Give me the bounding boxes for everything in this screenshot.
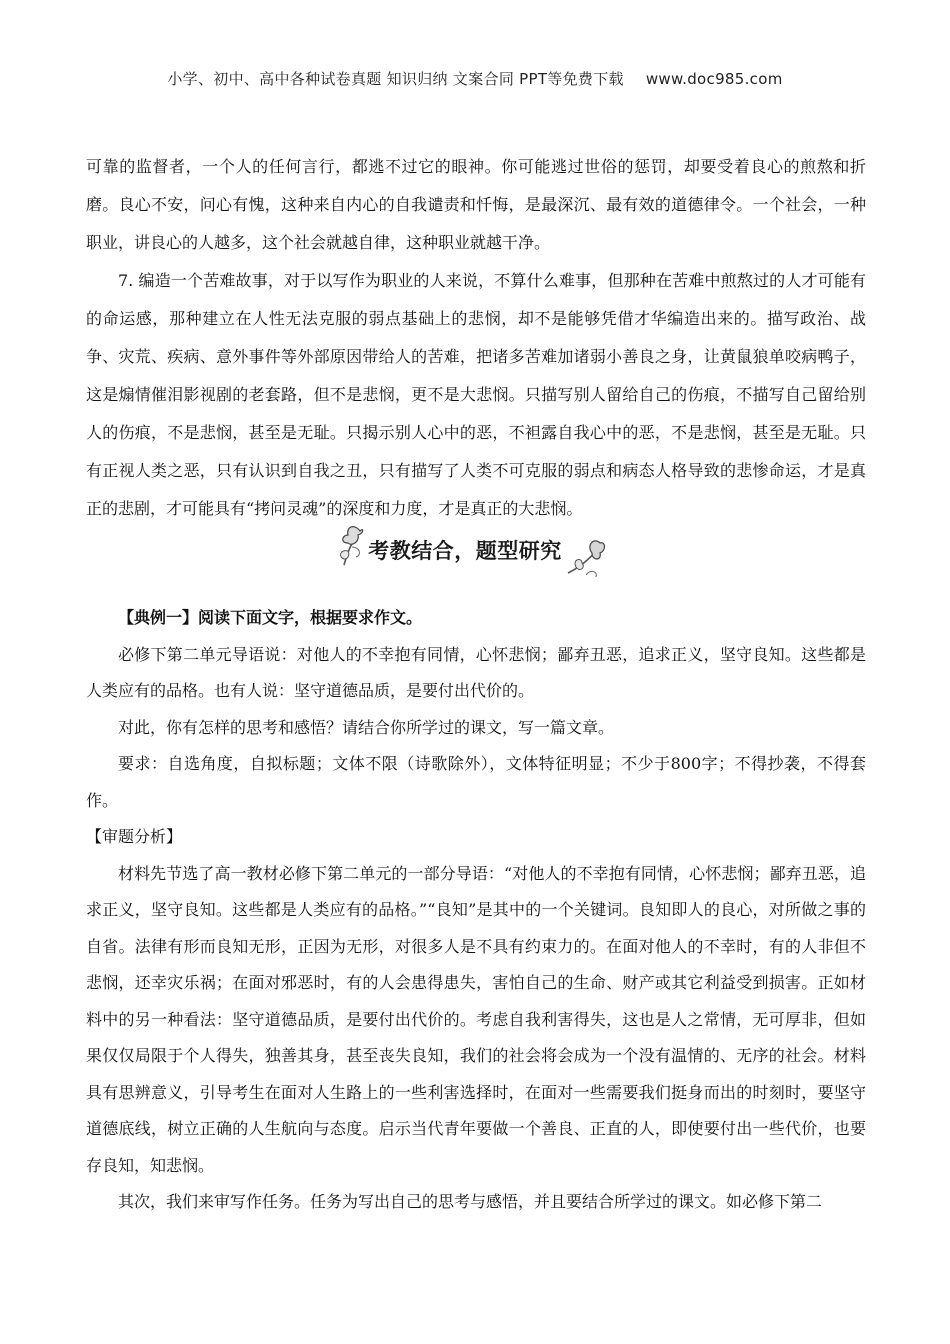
page-header [0,68,950,89]
example-prompt-2: 对此，你有怎样的思考和感悟？请结合你所学过的课文，写一篇文章。 [118,717,615,737]
paragraph-1: 可靠的监督者，一个人的任何言行，都逃不过它的眼神。你可能逃过世俗的惩罚，却要受着良心的煎熬和折磨。良心不安，问心有愧，这种来自内心的自我谴责和忏悔，是最深沉、最有效的道德律令。一个社会，一种职业，讲良心的人越多，这个社会就越自律，这种职业就越干净。 [86,157,866,252]
right-flower-icon [562,533,606,583]
example-heading: 【典例一】阅读下面文字，根据要求作文。 [118,608,423,627]
analysis-heading: 【审题分析】 [86,827,183,846]
example-section [86,600,866,1221]
example-requirements: 要求：自选角度，自拟标题；文体不限（诗歌除外），文体特征明显；不少于800字；不得抄袭，不得套作。 [86,754,866,810]
header-text: 小学、初中、高中各种试卷真题 知识归纳 文案合同 PPT等免费下载 [167,70,624,88]
banner-title: 考教结合，题型研究 [368,539,562,563]
essay-excerpt [86,148,866,528]
section-banner [330,519,620,585]
analysis-paragraph-2: 其次，我们来审写作任务。任务为写出自己的思考与感悟，并且要结合所学过的课文。如必修下第二 [118,1192,823,1211]
paragraph-7: 7. 编造一个苦难故事，对于以写作为职业的人来说，不算什么难事，但那种在苦难中煎熬过的人才可能有的命运感，那种建立在人性无法克服的弱点基础上的悲悯，却不是能够凭借才华编造出来的。描写政治、战争、灾荒、疾病、意外事件等外部原因带给人的苦难，把诸多苦难加诸弱小善良之身，让黄鼠狼单咬病鸭子，这是煽情催泪影视剧的老套路，但不是悲悯，更不是大悲悯。只描写别人留给自己的伤痕，不描写自己留给别人的伤痕，不是悲悯，甚至是无耻。只揭示别人心中的恶，不袒露自我心中的恶，不是悲悯，甚至是无耻。只有正视人类之恶，只有认识到自我之丑，只有描写了人类不可克服的弱点和病态人格导致的悲惨命运，才是真正的悲剧，才可能具有“拷问灵魂”的深度和力度，才是真正的大悲悯。 [86,271,866,518]
example-prompt-1: 必修下第二单元导语说：对他人的不幸抱有同情，心怀悲悯；鄙弃丑恶，追求正义，坚守良知。这些都是人类应有的品格。也有人说：坚守道德品质，是要付出代价的。 [86,644,866,700]
header-url[interactable]: www.doc985.com [645,70,783,88]
analysis-paragraph-1: 材料先节选了高一教材必修下第二单元的一部分导语：“对他人的不幸抱有同情，心怀悲悯；鄙弃丑恶，追求正义，坚守良知。这些都是人类应有的品格。”“良知”是其中的一个关键词。良知即人的良心，对所做之事的自省。法律有形而良知无形，正因为无形，对很多人是不具有约束力的。在面对他人的不幸时，有的人非但不悲悯，还幸灾乐祸；在面对邪恶时，有的人会患得患失，害怕自己的生命、财产或其它利益受到损害。正如材料中的另一种看法：坚守道德品质，是要付出代价的。考虑自我利害得失，这也是人之常情，无可厚非，但如果仅仅局限于个人得失，独善其身，甚至丧失良知，我们的社会将会成为一个没有温情的、无序的社会。材料具有思辨意义，引导考生在面对人生路上的一些利害选择时，在面对一些需要我们挺身而出的时刻时，要坚守道德底线，树立正确的人生航向与态度。启示当代青年要做一个善良、正直的人，即使要付出一些代价，也要存良知，知悲悯。 [86,863,866,1175]
